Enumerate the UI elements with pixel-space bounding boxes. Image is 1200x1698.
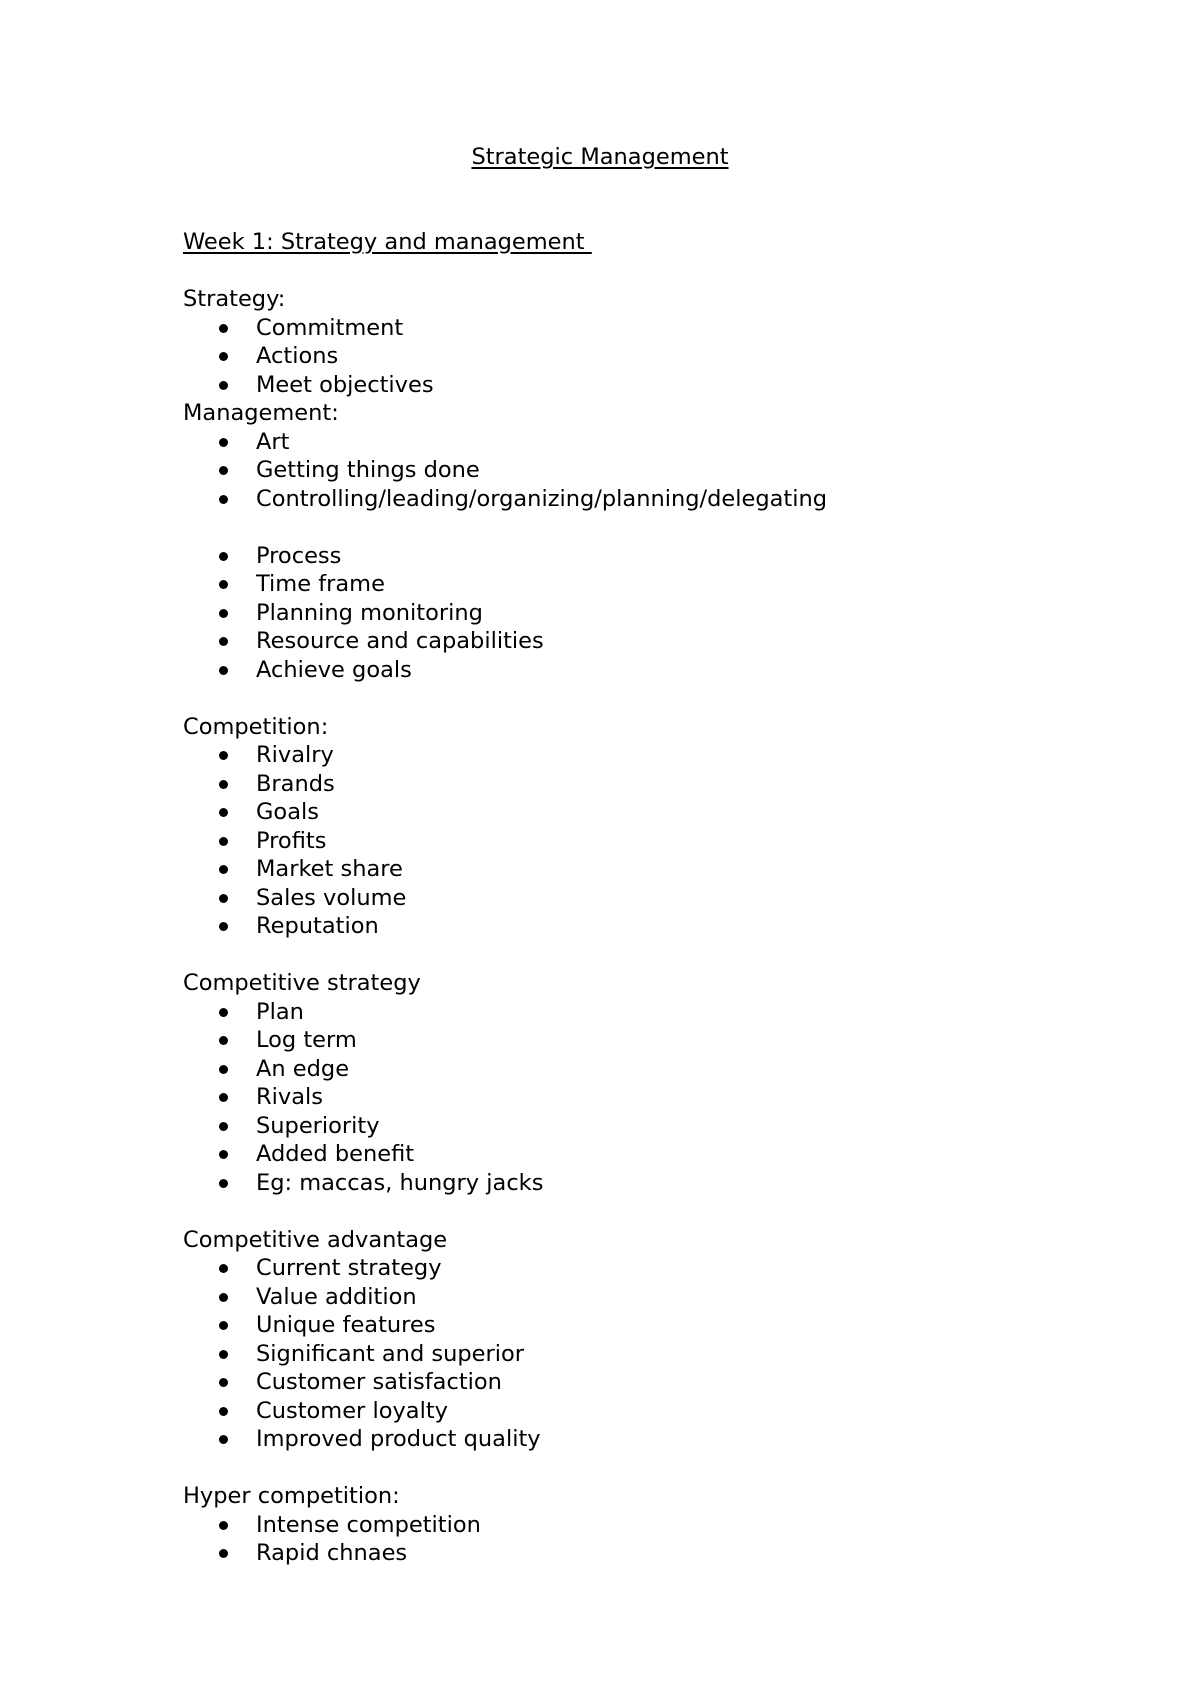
bullet-icon <box>219 780 228 789</box>
list-item <box>183 428 1143 457</box>
bullet-icon <box>219 1293 228 1302</box>
list-item <box>183 570 1143 599</box>
section-label-competitive-strategy: Competitive strategy <box>183 970 421 996</box>
list-item <box>183 770 1143 799</box>
list-item <box>183 1368 1143 1397</box>
list-item-text: Achieve goals <box>256 656 412 683</box>
list-item-text: Log term <box>256 1027 357 1053</box>
bullet-list-competition <box>183 741 1143 941</box>
bullet-icon <box>219 1122 228 1131</box>
bullet-icon <box>219 495 228 504</box>
bullet-list-management <box>183 428 1143 514</box>
list-item-text: Rivalry <box>256 742 334 768</box>
list-item-text: Improved product quality <box>256 1426 541 1452</box>
bullet-icon <box>219 922 228 931</box>
bullet-icon <box>219 1036 228 1045</box>
list-item <box>183 342 1143 371</box>
list-item <box>183 1026 1143 1055</box>
list-item <box>183 798 1143 827</box>
list-item-text: Process <box>256 542 342 569</box>
list-item-text: Planning monitoring <box>256 599 483 626</box>
list-item-text: Added benefit <box>256 1141 415 1167</box>
list-item-text: Superiority <box>256 1112 380 1139</box>
list-item-text: Art <box>256 428 290 455</box>
list-item <box>183 599 1143 628</box>
list-item-text: Plan <box>256 998 304 1025</box>
blank-line <box>183 513 1143 542</box>
bullet-list-strategy <box>183 314 1143 400</box>
bullet-icon <box>219 381 228 390</box>
bullet-list-process <box>183 542 1143 685</box>
list-item-text: An edge <box>256 1055 350 1082</box>
bullet-list-hyper-competition <box>183 1511 1143 1568</box>
list-item <box>183 998 1143 1027</box>
list-item-text: Resource and capabilities <box>256 628 544 654</box>
bullet-icon <box>219 1150 228 1159</box>
list-item <box>183 884 1143 913</box>
bullet-icon <box>219 808 228 817</box>
week-heading: Week 1: Strategy and management <box>183 229 592 255</box>
list-item-text: Unique features <box>256 1312 436 1338</box>
list-item-text: Controlling/leading/organizing/planning/delegating <box>256 485 828 512</box>
list-item <box>183 485 1143 514</box>
list-item <box>183 314 1143 343</box>
blank-line <box>183 1454 1143 1483</box>
list-item <box>183 912 1143 941</box>
list-item <box>183 855 1143 884</box>
list-item <box>183 656 1143 685</box>
blank-line <box>183 684 1143 713</box>
list-item <box>183 542 1143 571</box>
bullet-icon <box>219 1378 228 1387</box>
bullet-icon <box>219 1321 228 1330</box>
bullet-icon <box>219 609 228 618</box>
blank-line <box>183 941 1143 970</box>
list-item-text: Brands <box>256 770 335 797</box>
bullet-icon <box>219 1179 228 1188</box>
section-label-competition: Competition: <box>183 713 329 740</box>
bullet-icon <box>219 1549 228 1558</box>
list-item-text: Intense competition <box>256 1511 481 1538</box>
document-title: Strategic Management <box>471 144 729 170</box>
list-item <box>183 1511 1143 1540</box>
bullet-icon <box>219 1435 228 1444</box>
list-item-text: Meet objectives <box>256 371 434 398</box>
document-body <box>183 285 1143 1568</box>
bullet-icon <box>219 552 228 561</box>
bullet-icon <box>219 637 228 646</box>
list-item-text: Profits <box>256 827 327 854</box>
list-item-text: Value addition <box>256 1283 417 1310</box>
list-item-text: Customer loyalty <box>256 1397 448 1424</box>
list-item-text: Sales volume <box>256 884 407 911</box>
bullet-list-competitive-strategy <box>183 998 1143 1198</box>
list-item-text: Getting things done <box>256 457 480 483</box>
list-item <box>183 1340 1143 1369</box>
list-item <box>183 1083 1143 1112</box>
bullet-icon <box>219 1008 228 1017</box>
bullet-icon <box>219 352 228 361</box>
list-item-text: Current strategy <box>256 1255 442 1281</box>
bullet-icon <box>219 1093 228 1102</box>
bullet-icon <box>219 837 228 846</box>
bullet-icon <box>219 1065 228 1074</box>
list-item <box>183 1311 1143 1340</box>
list-item <box>183 1112 1143 1141</box>
list-item <box>183 741 1143 770</box>
list-item <box>183 1539 1143 1568</box>
list-item <box>183 827 1143 856</box>
list-item <box>183 371 1143 400</box>
bullet-icon <box>219 324 228 333</box>
list-item-text: Commitment <box>256 314 404 341</box>
list-item-text: Rivals <box>256 1084 323 1110</box>
list-item <box>183 1283 1143 1312</box>
bullet-icon <box>219 580 228 589</box>
bullet-icon <box>219 666 228 675</box>
list-item <box>183 1397 1143 1426</box>
list-item <box>183 1254 1143 1283</box>
list-item-text: Time frame <box>256 571 385 597</box>
bullet-icon <box>219 1350 228 1359</box>
section-label-strategy: Strategy: <box>183 286 286 312</box>
section-label-hyper-competition: Hyper competition: <box>183 1483 400 1509</box>
bullet-icon <box>219 751 228 760</box>
bullet-icon <box>219 1407 228 1416</box>
bullet-icon <box>219 1264 228 1273</box>
list-item-text: Goals <box>256 799 319 825</box>
list-item <box>183 1055 1143 1084</box>
list-item <box>183 627 1143 656</box>
blank-line <box>183 1197 1143 1226</box>
bullet-icon <box>219 466 228 475</box>
bullet-icon <box>219 438 228 447</box>
list-item-text: Eg: maccas, hungry jacks <box>256 1169 544 1196</box>
section-label-management: Management: <box>183 400 339 426</box>
list-item <box>183 1169 1143 1198</box>
bullet-list-competitive-advantage <box>183 1254 1143 1454</box>
list-item-text: Reputation <box>256 913 379 939</box>
list-item-text: Market share <box>256 856 403 882</box>
list-item <box>183 456 1143 485</box>
bullet-icon <box>219 894 228 903</box>
list-item-text: Actions <box>256 343 339 369</box>
list-item-text: Significant and superior <box>256 1340 525 1367</box>
list-item-text: Customer satisfaction <box>256 1369 502 1395</box>
list-item <box>183 1425 1143 1454</box>
bullet-icon <box>219 865 228 874</box>
bullet-icon <box>219 1521 228 1530</box>
list-item <box>183 1140 1143 1169</box>
section-label-competitive-advantage: Competitive advantage <box>183 1226 448 1253</box>
list-item-text: Rapid chnaes <box>256 1540 408 1566</box>
